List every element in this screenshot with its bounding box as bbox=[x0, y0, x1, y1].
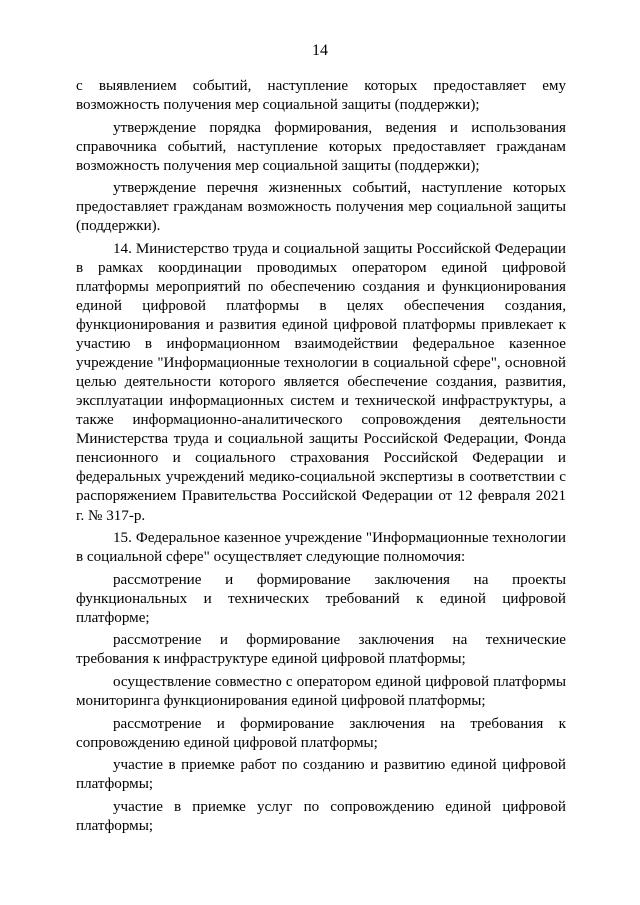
document-body bbox=[76, 77, 566, 836]
paragraph: с выявлением событий, наступление которых предоставляет ему возможность получения мер социальной защиты (поддержки); bbox=[76, 78, 566, 114]
paragraph: утверждение порядка формирования, ведения и использования справочника событий, наступление которых предоставляет гражданам возможность получения мер социальной защиты (поддержки); bbox=[76, 119, 566, 174]
page-number: 14 bbox=[312, 42, 328, 59]
list-item: участие в приемке работ по созданию и развитию единой цифровой платформы; bbox=[76, 757, 566, 793]
list-item: рассмотрение и формирование заключения на требования к сопровождению единой цифровой платформы; bbox=[76, 715, 566, 751]
list-item: рассмотрение и формирование заключения на технические требования к инфраструктуре единой цифровой платформы; bbox=[76, 632, 566, 668]
paragraph-15: 15. Федеральное казенное учреждение "Информационные технологии в социальной сфере" осуществляет следующие полномочия: bbox=[76, 530, 566, 566]
list-item: рассмотрение и формирование заключения на проекты функциональных и технических требований к единой цифровой платформе; bbox=[76, 571, 566, 626]
list-item: участие в приемке услуг по сопровождению единой цифровой платформы; bbox=[76, 798, 566, 834]
list-item: осуществление совместно с оператором единой цифровой платформы мониторинга функционирования единой цифровой платформы; bbox=[76, 673, 566, 709]
paragraph: утверждение перечня жизненных событий, наступление которых предоставляет гражданам возможность получения мер социальной защиты (поддержки). bbox=[76, 180, 566, 235]
paragraph-14: 14. Министерство труда и социальной защиты Российской Федерации в рамках координации проводимых оператором единой цифровой платформы мероприятий по обеспечению создания и функционирования единой цифровой платформы в целях обеспечения создания, функционирования и развития единой цифровой платформы привлекает к участию в информационном взаимодействии федеральное казенное учреждение "Информационные технологии в социальной сфере", основной целью деятельности которого является обеспечение создания, развития, эксплуатации информационных систем и технической инфраструктуры, а также информационно-аналитического сопровождения деятельности Министерства труда и социальной защиты Российской Федерации, Фонда пенсионного и социального страхования Российской Федерации и федеральных учреждений медико-социальной экспертизы в соответствии с распоряжением Правительства Российской Федерации от 12 февраля 2021 г. № 317-р. bbox=[76, 240, 566, 524]
